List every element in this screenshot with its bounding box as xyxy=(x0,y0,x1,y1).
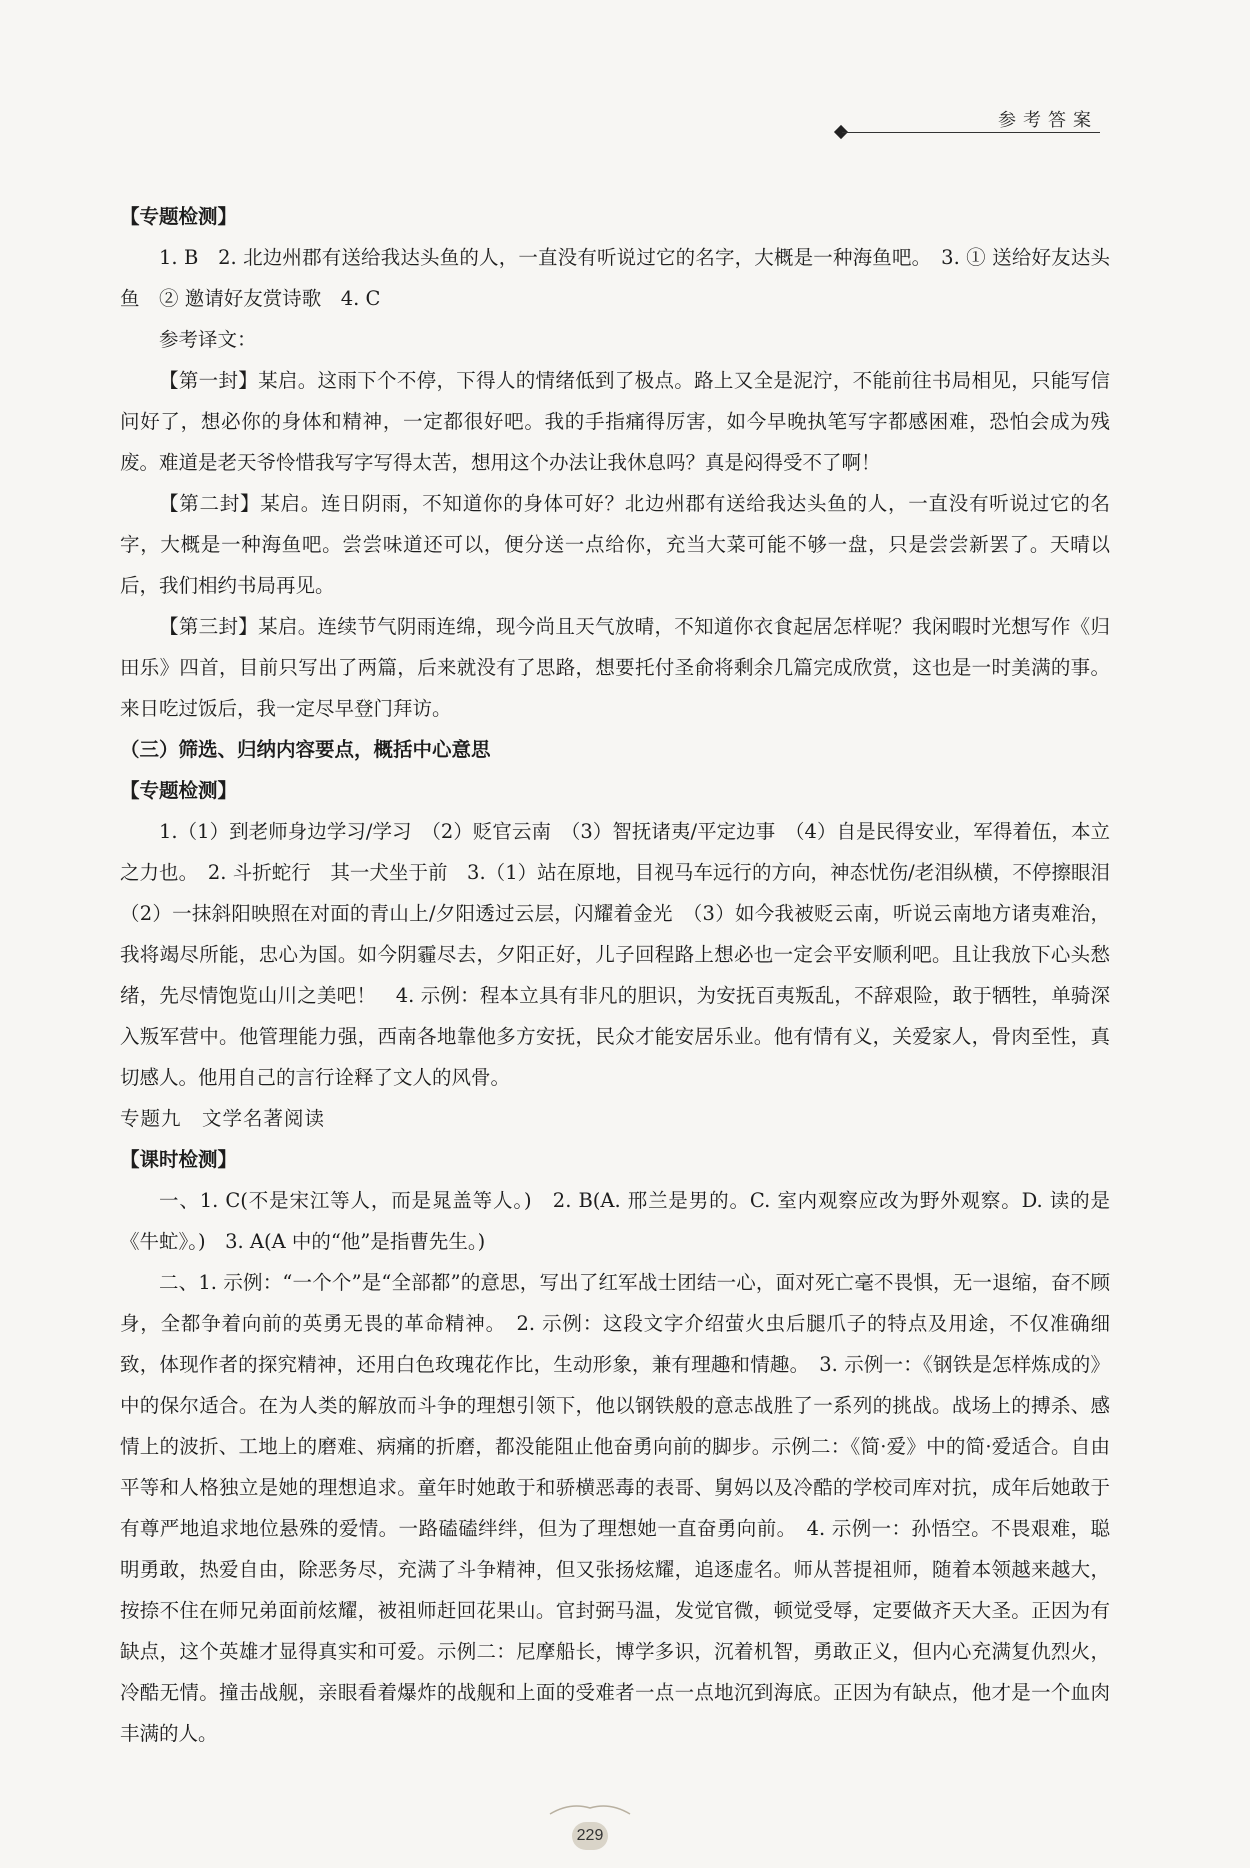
section-heading: 【专题检测】 xyxy=(120,205,238,228)
letter-2-paragraph: 【第二封】某启。连日阴雨，不知道你的身体可好？北边州郡有送给我达头鱼的人，一直没有听说过它的名字，大概是一种海鱼吧。尝尝味道还可以，便分送一点给你，充当大菜可能不够一盘，只是尝尝新罢了。天晴以后，我们相约书局再见。 xyxy=(120,492,1110,597)
header-rule xyxy=(842,132,1100,133)
section-literature-reading xyxy=(120,1098,1110,1754)
letter-1-paragraph: 【第一封】某启。这雨下个不停，下得人的情绪低到了极点。路上又全是泥泞，不能前往书局相见，只能写信问好了，想必你的身体和精神，一定都很好吧。我的手指痛得厉害，如今早晚执笔写字都感困难，恐怕会成为残废。难道是老天爷怜惜我写字写得太苦，想用这个办法让我休息吗？真是闷得受不了啊！ xyxy=(120,369,1110,474)
section-heading: 【专题检测】 xyxy=(120,779,238,802)
running-header: 参考答案 xyxy=(998,110,1098,131)
answers-paragraph: 1.（1）到老师身边学习/学习 （2）贬官云南 （3）智抚诸夷/平定边事 （4）自是民得安业，军得着伍，本立之力也。 2. 斗折蛇行 其一犬坐于前 3.（1）站在原地，目视马车远行的方向，神态忧伤/老泪纵横，不停擦眼泪 （2）一抹斜阳映照在对面的青山上/夕阳透过云层，闪耀着金光 （3）如今我被贬云南，听说云南地方诸夷难治，我将竭尽所能，忠心为国。如今阴霾尽去，夕阳正好，儿子回程路上想必也一定会平安顺利吧。且让我放下心头愁绪，先尽情饱览山川之美吧！ 4. 示例：程本立具有非凡的胆识，为安抚百夷叛乱，不辞艰险，敢于牺牲，单骑深入叛军营中。他管理能力强，西南各地靠他多方安抚，民众才能安居乐业。他有情有义，关爱家人，骨肉至性，真切感人。他用自己的言行诠释了文人的风骨。 xyxy=(120,820,1130,1089)
section-summary xyxy=(120,729,1130,1098)
answers-paragraph: 1. B 2. 北边州郡有送给我达头鱼的人，一直没有听说过它的名字，大概是一种海鱼吧。 3. ① 送给好友达头鱼 ② 邀请好友赏诗歌 4. C xyxy=(120,246,1110,310)
chapter-title: 专题九 文学名著阅读 xyxy=(120,1107,326,1130)
letter-3-paragraph: 【第三封】某启。连续节气阴雨连绵，现今尚且天气放晴，不知道你衣食起居怎样呢？我闲暇时光想写作《归田乐》四首，目前只写出了两篇，后来就没有了思路，想要托付圣俞将剩余几篇完成欣赏，这也是一时美满的事。来日吃过饭后，我一定尽早登门拜访。 xyxy=(120,615,1110,720)
page-number: 229 xyxy=(572,1822,608,1850)
subsection-title: （三）筛选、归纳内容要点，概括中心意思 xyxy=(120,738,491,761)
section-heading: 【课时检测】 xyxy=(120,1148,238,1171)
part-one-paragraph: 一、1. C(不是宋江等人，而是晁盖等人。) 2. B(A. 邢兰是男的。C. 室内观察应改为野外观察。D. 读的是《牛虻》。) 3. A(A 中的“他”是指曹先生。) xyxy=(120,1189,1110,1253)
content-body xyxy=(120,196,1130,1754)
page-number-ornament xyxy=(548,1800,632,1816)
section-special-test-1 xyxy=(120,196,1110,729)
part-two-paragraph: 二、1. 示例：“一个个”是“全部都”的意思，写出了红军战士团结一心，面对死亡毫不畏惧，无一退缩，奋不顾身，全都争着向前的英勇无畏的革命精神。 2. 示例：这段文字介绍萤火虫后腿爪子的特点及用途，不仅准确细致，体现作者的探究精神，还用白色玫瑰花作比，生动形象，兼有理趣和情趣。 3. 示例一：《钢铁是怎样炼成的》中的保尔适合。在为人类的解放而斗争的理想引领下，他以钢铁般的意志战胜了一系列的挑战。战场上的搏杀、感情上的波折、工地上的磨难、病痛的折磨，都没能阻止他奋勇向前的脚步。示例二：《简·爱》中的简·爱适合。自由平等和人格独立是她的理想追求。童年时她敢于和骄横恶毒的表哥、舅妈以及冷酷的学校司库对抗，成年后她敢于有尊严地追求地位悬殊的爱情。一路磕磕绊绊，但为了理想她一直奋勇向前。 4. 示例一：孙悟空。不畏艰难，聪明勇敢，热爱自由，除恶务尽，充满了斗争精神，但又张扬炫耀，追逐虚名。师从菩提祖师，随着本领越来越大，按捺不住在师兄弟面前炫耀，被祖师赶回花果山。官封弼马温，发觉官微，顿觉受辱，定要做齐天大圣。正因为有缺点，这个英雄才显得真实和可爱。示例二：尼摩船长，博学多识，沉着机智，勇敢正义，但内心充满复仇烈火，冷酷无情。撞击战舰，亲眼看着爆炸的战舰和上面的受难者一点一点地沉到海底。正因为有缺点，他才是一个血肉丰满的人。 xyxy=(120,1271,1110,1745)
translation-label: 参考译文： xyxy=(159,328,257,351)
